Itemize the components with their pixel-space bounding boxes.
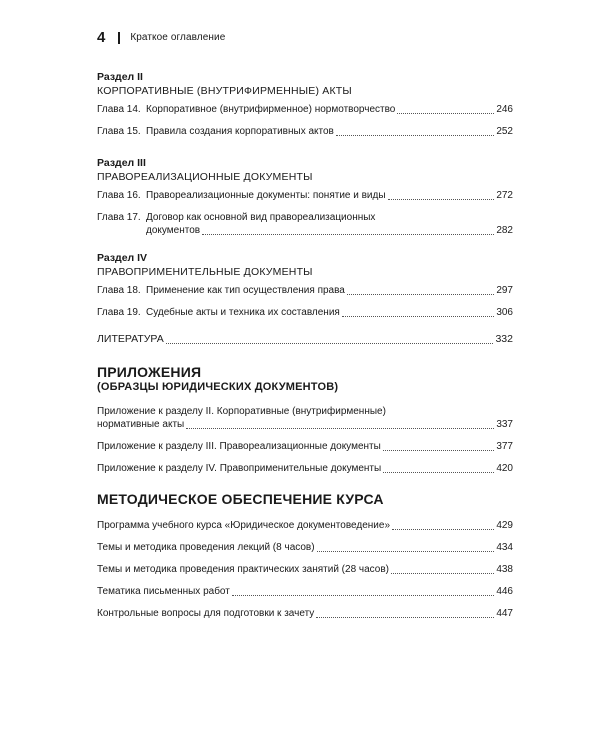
toc-entry[interactable] xyxy=(97,306,513,319)
header-divider xyxy=(118,32,120,44)
page-ref: 446 xyxy=(496,586,513,597)
page-ref: 420 xyxy=(496,463,513,474)
methodology-section xyxy=(97,491,513,620)
running-title: Краткое оглавление xyxy=(130,32,226,43)
leader-dots xyxy=(336,135,494,136)
chapter-title: Судебные акты и техника их составления xyxy=(146,307,340,318)
leader-dots xyxy=(383,472,494,473)
toc-entry[interactable] xyxy=(97,211,513,237)
section-2 xyxy=(97,70,513,138)
toc-entry[interactable] xyxy=(97,284,513,297)
section-label: Раздел III xyxy=(97,157,146,169)
leader-dots xyxy=(383,450,495,451)
page-ref: 246 xyxy=(496,104,513,115)
section-4 xyxy=(97,251,513,319)
section-label: Раздел II xyxy=(97,71,143,83)
methodology-title: Программа учебного курса «Юридическое документоведение» xyxy=(97,520,391,531)
page-ref: 377 xyxy=(496,441,513,452)
leader-dots xyxy=(232,595,494,596)
methodology-title: Контрольные вопросы для подготовки к зачету xyxy=(97,608,315,619)
page-ref: 272 xyxy=(496,190,513,201)
page-ref: 306 xyxy=(496,307,513,318)
leader-dots xyxy=(347,294,494,295)
appendices-section xyxy=(97,364,513,475)
methodology-heading: МЕТОДИЧЕСКОЕ ОБЕСПЕЧЕНИЕ КУРСА xyxy=(97,491,384,507)
chapter-number: Глава 14. xyxy=(97,104,141,115)
table-of-contents xyxy=(97,70,513,629)
chapter-title-line1: Договор как основной вид правореализационных xyxy=(146,212,376,223)
leader-dots xyxy=(166,343,494,344)
page-ref: 434 xyxy=(496,542,513,553)
chapter-number: Глава 16. xyxy=(97,190,141,201)
toc-entry[interactable] xyxy=(97,462,513,475)
chapter-title: Правореализационные документы: понятие и виды xyxy=(146,190,386,201)
chapter-title: Применение как тип осуществления права xyxy=(146,285,345,296)
page-ref: 337 xyxy=(496,419,513,430)
page-header xyxy=(97,29,225,46)
page-ref: 332 xyxy=(495,333,513,345)
appendix-title-line1: Приложение к разделу II. Корпоративные (внутрифирменные) xyxy=(97,406,386,417)
page-number: 4 xyxy=(97,29,106,46)
appendices-heading: ПРИЛОЖЕНИЯ xyxy=(97,364,202,380)
toc-entry[interactable] xyxy=(97,440,513,453)
toc-entry[interactable] xyxy=(97,563,513,576)
chapter-title-line2: документов xyxy=(146,225,201,236)
toc-entry[interactable] xyxy=(97,607,513,620)
section-title: ПРАВОПРИМЕНИТЕЛЬНЫЕ ДОКУМЕНТЫ xyxy=(97,266,313,278)
methodology-title: Тематика письменных работ xyxy=(97,586,230,597)
leader-dots xyxy=(397,113,494,114)
page-ref: 252 xyxy=(496,126,513,137)
literature-title: ЛИТЕРАТУРА xyxy=(97,333,164,345)
chapter-number: Глава 17. xyxy=(97,212,141,223)
toc-entry[interactable] xyxy=(97,125,513,138)
toc-entry[interactable] xyxy=(97,519,513,532)
leader-dots xyxy=(391,573,494,574)
section-title: ПРАВОРЕАЛИЗАЦИОННЫЕ ДОКУМЕНТЫ xyxy=(97,171,313,183)
methodology-title: Темы и методика проведения практических занятий (28 часов) xyxy=(97,564,389,575)
leader-dots xyxy=(202,234,494,235)
chapter-number: Глава 15. xyxy=(97,126,141,137)
leader-dots xyxy=(342,316,494,317)
toc-entry[interactable] xyxy=(97,585,513,598)
appendices-subheading: (ОБРАЗЦЫ ЮРИДИЧЕСКИХ ДОКУМЕНТОВ) xyxy=(97,381,339,393)
page-ref: 429 xyxy=(496,520,513,531)
appendix-title: Приложение к разделу III. Правореализационные документы xyxy=(97,441,381,452)
chapter-number: Глава 18. xyxy=(97,285,141,296)
toc-entry[interactable] xyxy=(97,103,513,116)
appendix-title: Приложение к разделу IV. Правоприменительные документы xyxy=(97,463,382,474)
page-ref: 297 xyxy=(496,285,513,296)
section-label: Раздел IV xyxy=(97,252,148,264)
leader-dots xyxy=(186,428,494,429)
section-3 xyxy=(97,156,513,237)
page-ref: 438 xyxy=(496,564,513,575)
appendix-title-line2: нормативные акты xyxy=(97,419,185,430)
section-title: КОРПОРАТИВНЫЕ (ВНУТРИФИРМЕННЫЕ) АКТЫ xyxy=(97,85,352,97)
page-ref: 447 xyxy=(496,608,513,619)
toc-entry[interactable] xyxy=(97,189,513,202)
toc-entry[interactable] xyxy=(97,405,513,431)
toc-entry[interactable] xyxy=(97,541,513,554)
leader-dots xyxy=(316,617,494,618)
page-ref: 282 xyxy=(496,225,513,236)
chapter-title: Корпоративное (внутрифирменное) нормотворчество xyxy=(146,104,396,115)
literature-entry[interactable] xyxy=(97,333,513,346)
leader-dots xyxy=(388,199,495,200)
leader-dots xyxy=(317,551,495,552)
leader-dots xyxy=(392,529,494,530)
chapter-title: Правила создания корпоративных актов xyxy=(146,126,334,137)
methodology-title: Темы и методика проведения лекций (8 часов) xyxy=(97,542,315,553)
chapter-number: Глава 19. xyxy=(97,307,141,318)
